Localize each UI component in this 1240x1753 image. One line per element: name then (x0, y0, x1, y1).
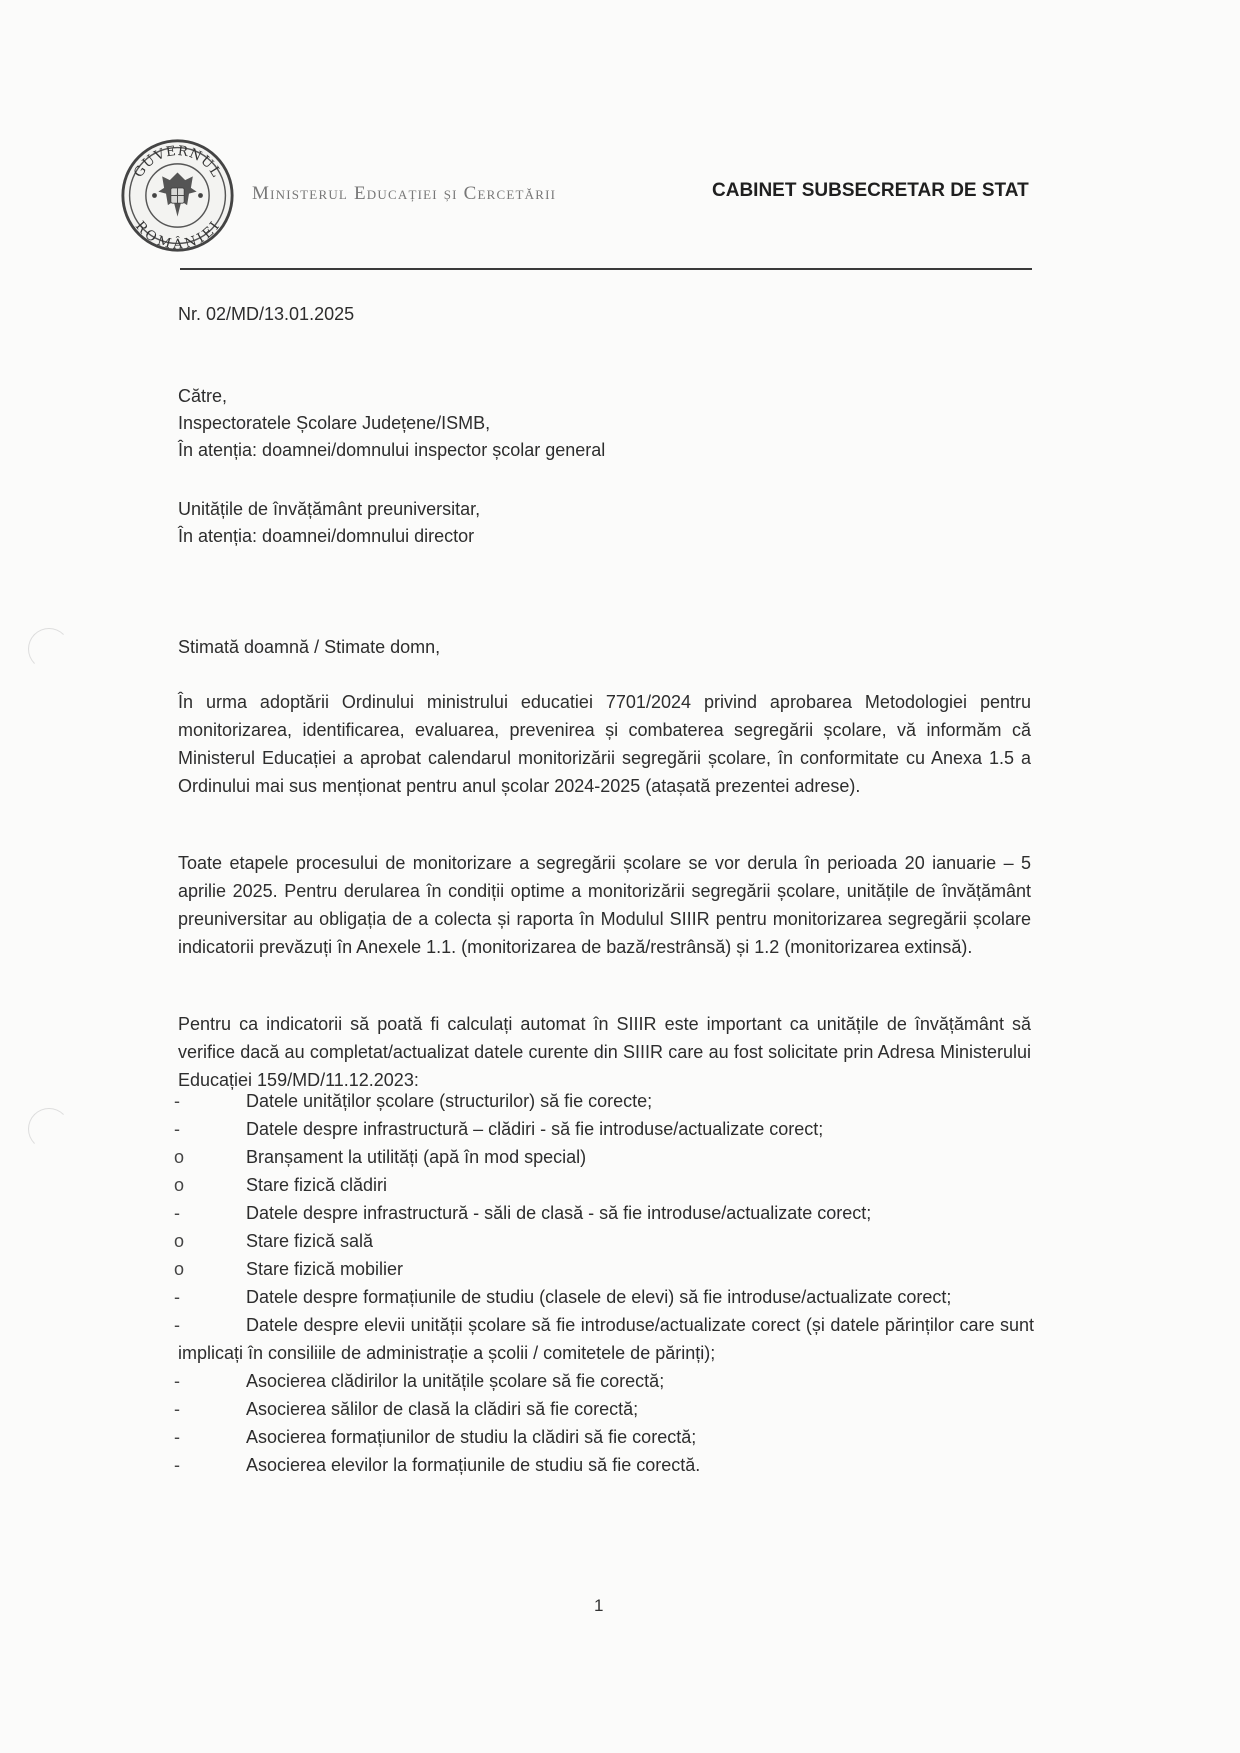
list-item: - Datele despre infrastructură – clădiri - să fie introduse/actualizate corect; (174, 1119, 824, 1139)
list-item: - Datele unităților școlare (structurilor) să fie corecte; (174, 1091, 653, 1111)
seal-top-text: GUVERNUL (131, 143, 224, 181)
reference-number: Nr. 02/MD/13.01.2025 (178, 304, 355, 324)
ministry-name: Ministerul Educației și Cercetării (252, 183, 557, 204)
list-item: o Stare fizică clădiri (174, 1175, 388, 1195)
addressee-line: În atenția: doamnei/domnului director (178, 526, 475, 546)
addressee-line: Unitățile de învățământ preuniversitar, (178, 499, 481, 519)
government-seal-icon (120, 138, 235, 253)
scan-artifact (28, 628, 70, 670)
paragraph-3: Pentru ca indicatorii să poată fi calculați automat în SIIIR este important ca unitățile de învățământ să verifice dacă au completat/actualizat datele curente din SIIIR care au fost solicitate prin Adresa Ministerului Educației 159/MD/11.12.2023: (178, 1014, 1031, 1090)
list-item: - Asocierea elevilor la formațiunile de studiu să fie corectă. (174, 1455, 701, 1475)
seal-bottom-text: ROMÂNIEI (131, 218, 224, 253)
paragraph-2: Toate etapele procesului de monitorizare a segregării școlare se vor derula în perioada 20 ianuarie – 5 aprilie 2025. Pentru derularea în condiții optime a monitorizării segregării școlare, unitățile de învățământ preuniversitar au obligația de a colecta și raporta în Modulul SIIIR pentru monitorizarea segregării școlare indicatorii prevăzuți în Anexele 1.1. (monitorizarea de bază/restrânsă) și 1.2 (monitorizarea extinsă). (178, 853, 1031, 957)
list-item: o Branșament la utilități (apă în mod special) (174, 1147, 587, 1167)
list-item: - Asocierea clădirilor la unitățile școlare să fie corectă; (174, 1371, 665, 1391)
list-item: - Datele despre formațiunile de studiu (clasele de elevi) să fie introduse/actualizate corect; (174, 1287, 952, 1307)
cabinet-title: CABINET SUBSECRETAR DE STAT (712, 180, 1029, 201)
list-item: o Stare fizică mobilier (174, 1259, 404, 1279)
requirements-list (174, 1087, 1034, 1479)
list-item: - Asocierea sălilor de clasă la clădiri să fie corectă; (174, 1399, 639, 1419)
scan-artifact (28, 1108, 70, 1150)
page-number: 1 (594, 1596, 604, 1615)
list-item: o Stare fizică sală (174, 1231, 374, 1251)
paragraph-1: În urma adoptării Ordinului ministrului educatiei 7701/2024 privind aprobarea Metodologiei pentru monitorizarea, identificarea, evaluarea, prevenirea și combaterea segregării școlare, vă informăm că Ministerul Educației a aprobat calendarul monitorizării segregării școlare, în conformitate cu Anexa 1.5 a Ordinului mai sus menționat pentru anul școlar 2024-2025 (atașată prezentei adrese). (178, 692, 1031, 796)
header-divider (180, 268, 1032, 270)
addressee-line: Către, (178, 386, 228, 406)
salutation: Stimată doamnă / Stimate domn, (178, 637, 441, 657)
list-item: - Datele despre elevii unității școlare să fie introduse/actualizate corect (și datele părinților care sunt implicați în consiliile de administrație a școlii / comitetele de părinți); (174, 1315, 1034, 1363)
addressee-line: Inspectoratele Școlare Județene/ISMB, (178, 413, 491, 433)
list-item: - Datele despre infrastructură - săli de clasă - să fie introduse/actualizate corect; (174, 1203, 872, 1223)
addressee-block-2 (178, 496, 480, 550)
addressee-block-1 (178, 383, 605, 464)
list-item: - Asocierea formațiunilor de studiu la clădiri să fie corectă; (174, 1427, 697, 1447)
addressee-line: În atenția: doamnei/domnului inspector școlar general (178, 440, 606, 460)
